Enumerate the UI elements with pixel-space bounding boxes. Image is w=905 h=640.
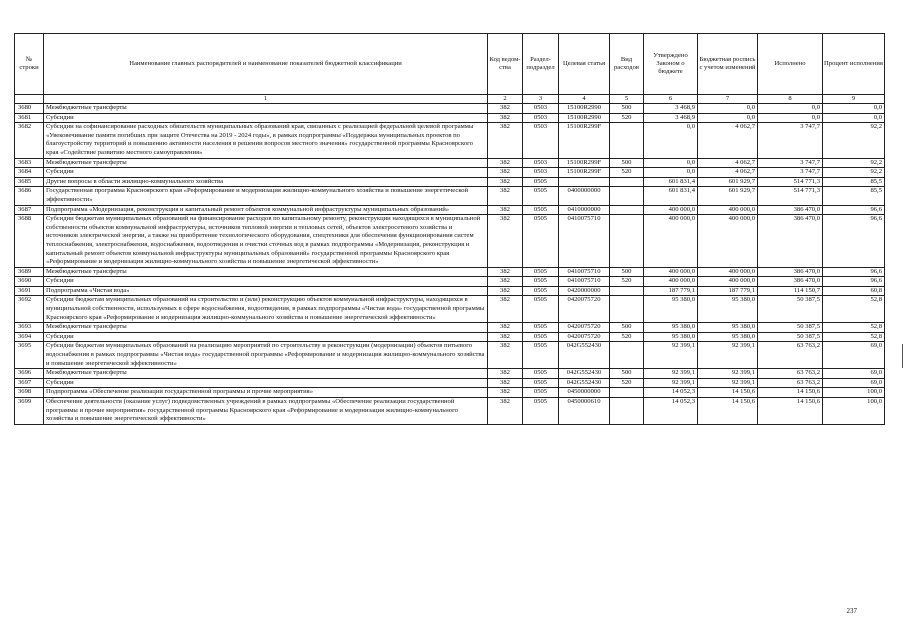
column-number: 5 (610, 95, 644, 104)
expense-type-code (610, 388, 644, 398)
target-item-code: 0410075710 (559, 267, 610, 277)
header-section: Раздел-подраздел (523, 34, 559, 95)
department-code: 382 (488, 388, 523, 398)
row-name: Подпрограмма «Обеспечение реализации государственной программы и прочие мероприятия» (44, 388, 488, 398)
approved-amount: 3 468,9 (644, 104, 698, 114)
budget-amount: 400 000,0 (698, 267, 758, 277)
department-code: 382 (488, 187, 523, 205)
expense-type-code: 520 (610, 277, 644, 287)
row-name: Субсидии (44, 378, 488, 388)
row-number: 3695 (15, 342, 44, 369)
row-name: Субсидии (44, 277, 488, 287)
header-name: Наименование главных распорядителей и наименование показателей бюджетной классификации (44, 34, 488, 95)
executed-amount: 63 763,2 (758, 378, 823, 388)
department-code: 382 (488, 215, 523, 268)
row-number: 3684 (15, 168, 44, 178)
expense-type-code (610, 215, 644, 268)
budget-table-sheet (14, 33, 884, 425)
executed-amount: 3 747,7 (758, 158, 823, 168)
executed-amount: 114 150,7 (758, 286, 823, 296)
department-code: 382 (488, 113, 523, 123)
approved-amount: 400 000,0 (644, 267, 698, 277)
section-code: 0505 (523, 296, 559, 323)
expense-type-code: 520 (610, 113, 644, 123)
row-number: 3681 (15, 113, 44, 123)
executed-amount: 63 763,2 (758, 369, 823, 379)
row-name: Субсидии (44, 168, 488, 178)
section-code: 0505 (523, 286, 559, 296)
budget-amount: 92 399,1 (698, 378, 758, 388)
table-row (15, 123, 885, 158)
expense-type-code (610, 296, 644, 323)
expense-type-code: 500 (610, 267, 644, 277)
section-code: 0505 (523, 398, 559, 425)
expense-type-code (610, 205, 644, 215)
approved-amount: 95 380,0 (644, 332, 698, 342)
department-code: 382 (488, 398, 523, 425)
row-name: Субсидии бюджетам муниципальных образований на строительство и (или) реконструкцию объектов коммунальной инфраструктуры, находящихся в муниципальной собственности, используемых в сфере водоснабжения, водоотведения, в рамках подпрограммы «Чистая вода» государственной программы Красноярского края «Реформирование и модернизация жилищно-коммунального хозяйства и повышение энергетической эффективности» (44, 296, 488, 323)
execution-percent: 92,2 (823, 168, 885, 178)
table-row (15, 296, 885, 323)
executed-amount: 386 470,0 (758, 215, 823, 268)
approved-amount: 400 000,0 (644, 205, 698, 215)
department-code: 382 (488, 323, 523, 333)
table-row (15, 205, 885, 215)
row-name: Субсидии (44, 113, 488, 123)
executed-amount: 50 387,5 (758, 296, 823, 323)
budget-amount: 95 380,0 (698, 332, 758, 342)
row-name: Подпрограмма «Чистая вода» (44, 286, 488, 296)
row-number: 3683 (15, 158, 44, 168)
column-number: 9 (823, 95, 885, 104)
department-code: 382 (488, 104, 523, 114)
section-code: 0505 (523, 277, 559, 287)
target-item-code: 042G552430 (559, 369, 610, 379)
column-number: 7 (698, 95, 758, 104)
execution-percent: 52,8 (823, 323, 885, 333)
row-number: 3697 (15, 378, 44, 388)
table-row (15, 277, 885, 287)
department-code: 382 (488, 332, 523, 342)
table-row (15, 158, 885, 168)
executed-amount: 0,0 (758, 104, 823, 114)
row-name: Межбюджетные трансферты (44, 104, 488, 114)
budget-amount: 187 779,1 (698, 286, 758, 296)
approved-amount: 92 399,1 (644, 342, 698, 369)
budget-amount: 601 929,7 (698, 177, 758, 187)
row-name: Межбюджетные трансферты (44, 267, 488, 277)
column-number-blank (15, 95, 44, 104)
section-code: 0503 (523, 113, 559, 123)
section-code: 0503 (523, 123, 559, 158)
department-code: 382 (488, 296, 523, 323)
section-code: 0505 (523, 378, 559, 388)
expense-type-code (610, 177, 644, 187)
approved-amount: 95 380,0 (644, 323, 698, 333)
row-number: 3696 (15, 369, 44, 379)
header-percent: Процент исполнения (823, 34, 885, 95)
target-item-code: 15100R299F (559, 168, 610, 178)
section-code: 0503 (523, 104, 559, 114)
table-row (15, 286, 885, 296)
budget-amount: 92 399,1 (698, 342, 758, 369)
execution-percent: 0,0 (823, 104, 885, 114)
expense-type-code (610, 187, 644, 205)
execution-percent: 96,6 (823, 277, 885, 287)
budget-amount: 14 150,6 (698, 398, 758, 425)
execution-percent: 52,8 (823, 332, 885, 342)
target-item-code: 15100R299F (559, 123, 610, 158)
target-item-code: 15100R2990 (559, 113, 610, 123)
department-code: 382 (488, 158, 523, 168)
row-number: 3689 (15, 267, 44, 277)
department-code: 382 (488, 205, 523, 215)
executed-amount: 386 470,0 (758, 205, 823, 215)
execution-percent: 92,2 (823, 158, 885, 168)
section-code: 0505 (523, 369, 559, 379)
section-code: 0505 (523, 177, 559, 187)
header-department-code: Код ведом-ства (488, 34, 523, 95)
row-name: Обеспечение деятельности (оказание услуг) подведомственных учреждений в рамках подпрограммы «Обеспечение реализации государственной программы и прочие мероприятия» государственной программы Красноярского края «Реформирование и модернизация жилищно-коммунального хозяйства и повышение энергетической эффективности» (44, 398, 488, 425)
executed-amount: 50 387,5 (758, 323, 823, 333)
section-code: 0503 (523, 168, 559, 178)
row-name: Субсидии (44, 332, 488, 342)
row-name: Государственная программа Красноярского края «Реформирование и модернизация жилищно-коммунального хозяйства и повышение энергетической эффективности» (44, 187, 488, 205)
expense-type-code: 520 (610, 332, 644, 342)
approved-amount: 0,0 (644, 168, 698, 178)
table-row (15, 342, 885, 369)
budget-amount: 0,0 (698, 113, 758, 123)
executed-amount: 14 150,6 (758, 388, 823, 398)
table-row (15, 104, 885, 114)
department-code: 382 (488, 378, 523, 388)
execution-percent: 0,0 (823, 113, 885, 123)
section-code: 0505 (523, 388, 559, 398)
approved-amount: 601 831,4 (644, 177, 698, 187)
approved-amount: 601 831,4 (644, 187, 698, 205)
executed-amount: 514 771,3 (758, 187, 823, 205)
target-item-code: 0410075710 (559, 277, 610, 287)
target-item-code: 0420000000 (559, 286, 610, 296)
table-row (15, 332, 885, 342)
table-row (15, 398, 885, 425)
expense-type-code (610, 286, 644, 296)
target-item-code: 15100R299F (559, 158, 610, 168)
row-name: Подпрограмма «Модернизация, реконструкция и капитальный ремонт объектов коммунальной инфраструктуры муниципальных образований» (44, 205, 488, 215)
budget-amount: 400 000,0 (698, 277, 758, 287)
budget-amount: 92 399,1 (698, 369, 758, 379)
table-row (15, 388, 885, 398)
executed-amount: 3 747,7 (758, 168, 823, 178)
expense-type-code: 500 (610, 369, 644, 379)
execution-percent: 52,8 (823, 296, 885, 323)
section-code: 0505 (523, 215, 559, 268)
header-budget-list: Бюджетная роспись с учетом изменений (698, 34, 758, 95)
expense-type-code: 500 (610, 158, 644, 168)
executed-amount: 50 387,5 (758, 332, 823, 342)
target-item-code: 0410075710 (559, 215, 610, 268)
target-item-code (559, 177, 610, 187)
execution-percent: 69,0 (823, 378, 885, 388)
row-number: 3693 (15, 323, 44, 333)
row-name: Межбюджетные трансферты (44, 323, 488, 333)
approved-amount: 0,0 (644, 123, 698, 158)
executed-amount: 3 747,7 (758, 123, 823, 158)
section-code: 0505 (523, 342, 559, 369)
execution-percent: 69,0 (823, 342, 885, 369)
section-code: 0505 (523, 205, 559, 215)
header-row-number: № строки (15, 34, 44, 95)
budget-amount: 14 150,6 (698, 388, 758, 398)
budget-amount: 4 062,7 (698, 168, 758, 178)
row-name: Межбюджетные трансферты (44, 158, 488, 168)
execution-percent: 69,0 (823, 369, 885, 379)
approved-amount: 92 399,1 (644, 378, 698, 388)
execution-percent: 100,0 (823, 398, 885, 425)
row-name: Межбюджетные трансферты (44, 369, 488, 379)
department-code: 382 (488, 267, 523, 277)
row-number: 3699 (15, 398, 44, 425)
target-item-code: 15100R2990 (559, 104, 610, 114)
budget-amount: 95 380,0 (698, 296, 758, 323)
table-row (15, 168, 885, 178)
column-number-row (15, 95, 885, 104)
header-target-item: Целевая статья (559, 34, 610, 95)
row-name: Субсидии на софинансирование расходных обязательств муниципальных образований края, связанных с реализацией федеральной целевой программы «Увековечивание памяти погибших при защите Отечества на 2019 - 2024 годы», в рамках подпрограммы «Поддержка муниципальных проектов по благоустройству территорий и повышению активности населения в решении вопросов местного значения» государственной программы Красноярского края «Содействие развитию местного самоуправления» (44, 123, 488, 158)
execution-percent: 96,6 (823, 267, 885, 277)
row-number: 3691 (15, 286, 44, 296)
department-code: 382 (488, 123, 523, 158)
executed-amount: 514 771,3 (758, 177, 823, 187)
execution-percent: 100,0 (823, 388, 885, 398)
row-name: Другие вопросы в области жилищно-коммунального хозяйства (44, 177, 488, 187)
header-expense-type: Вид расходов (610, 34, 644, 95)
department-code: 382 (488, 342, 523, 369)
section-code: 0505 (523, 332, 559, 342)
approved-amount: 3 468,9 (644, 113, 698, 123)
budget-amount: 4 062,7 (698, 123, 758, 158)
target-item-code: 0420075720 (559, 296, 610, 323)
row-number: 3698 (15, 388, 44, 398)
expense-type-code: 520 (610, 168, 644, 178)
target-item-code: 042G552430 (559, 342, 610, 369)
section-code: 0505 (523, 267, 559, 277)
column-number: 4 (559, 95, 610, 104)
target-item-code: 0450000610 (559, 398, 610, 425)
department-code: 382 (488, 277, 523, 287)
expense-type-code: 500 (610, 104, 644, 114)
section-code: 0505 (523, 323, 559, 333)
table-body (15, 104, 885, 425)
column-number: 8 (758, 95, 823, 104)
approved-amount: 187 779,1 (644, 286, 698, 296)
table-row (15, 323, 885, 333)
margin-mark (902, 344, 903, 368)
executed-amount: 14 150,6 (758, 398, 823, 425)
row-number: 3688 (15, 215, 44, 268)
budget-table (14, 33, 885, 425)
budget-amount: 4 062,7 (698, 158, 758, 168)
expense-type-code: 520 (610, 378, 644, 388)
expense-type-code (610, 398, 644, 425)
approved-amount: 14 052,3 (644, 388, 698, 398)
budget-amount: 400 000,0 (698, 205, 758, 215)
department-code: 382 (488, 369, 523, 379)
row-name: Субсидии бюджетам муниципальных образований на финансирование расходов по капитальному ремонту, реконструкции находящихся в муниципальной собственности объектов коммунальной инфраструктуры, источников тепловой энергии и тепловых сетей, объектов электросетевого хозяйства и источников электрической энергии, а также на приобретение технологического оборудования, спецтехники для обеспечения функционирования систем теплоснабжения, электроснабжения, водоснабжения, водоотведения и очистки сточных вод в рамках подпрограммы «Модернизация, реконструкция и капитальный ремонт объектов коммунальной инфраструктуры муниципальных образований» государственной программы Красноярского края «Реформирование и модернизация жилищно-коммунального хозяйства и повышение энергетической эффективности» (44, 215, 488, 268)
row-number: 3685 (15, 177, 44, 187)
row-number: 3694 (15, 332, 44, 342)
budget-amount: 95 380,0 (698, 323, 758, 333)
execution-percent: 60,8 (823, 286, 885, 296)
table-row (15, 378, 885, 388)
approved-amount: 14 052,3 (644, 398, 698, 425)
column-number: 6 (644, 95, 698, 104)
approved-amount: 92 399,1 (644, 369, 698, 379)
section-code: 0503 (523, 158, 559, 168)
budget-amount: 0,0 (698, 104, 758, 114)
executed-amount: 63 763,2 (758, 342, 823, 369)
executed-amount: 386 470,0 (758, 277, 823, 287)
execution-percent: 96,6 (823, 205, 885, 215)
column-number: 3 (523, 95, 559, 104)
executed-amount: 0,0 (758, 113, 823, 123)
section-code: 0505 (523, 187, 559, 205)
row-number: 3680 (15, 104, 44, 114)
execution-percent: 96,6 (823, 215, 885, 268)
department-code: 382 (488, 177, 523, 187)
table-row (15, 369, 885, 379)
target-item-code: 0400000000 (559, 187, 610, 205)
target-item-code: 0450000000 (559, 388, 610, 398)
table-row (15, 177, 885, 187)
table-header-row (15, 34, 885, 95)
execution-percent: 92,2 (823, 123, 885, 158)
budget-amount: 400 000,0 (698, 215, 758, 268)
row-number: 3687 (15, 205, 44, 215)
target-item-code: 0410000000 (559, 205, 610, 215)
column-number: 1 (44, 95, 488, 104)
expense-type-code: 500 (610, 323, 644, 333)
row-number: 3692 (15, 296, 44, 323)
row-name: Субсидии бюджетам муниципальных образований на реализацию мероприятий по строительству и реконструкции (модернизации) объектов питьевого водоснабжения в рамках подпрограммы «Чистая вода» государственной программы «Реформирование и модернизация жилищно-коммунального хозяйства и повышение энергетической эффективности» (44, 342, 488, 369)
table-row (15, 215, 885, 268)
approved-amount: 0,0 (644, 158, 698, 168)
target-item-code: 0420075720 (559, 332, 610, 342)
row-number: 3686 (15, 187, 44, 205)
header-executed: Исполнено (758, 34, 823, 95)
department-code: 382 (488, 168, 523, 178)
target-item-code: 0420075720 (559, 323, 610, 333)
row-number: 3682 (15, 123, 44, 158)
approved-amount: 400 000,0 (644, 215, 698, 268)
table-row (15, 187, 885, 205)
table-row (15, 267, 885, 277)
column-number: 2 (488, 95, 523, 104)
expense-type-code (610, 123, 644, 158)
budget-amount: 601 929,7 (698, 187, 758, 205)
department-code: 382 (488, 286, 523, 296)
executed-amount: 386 470,0 (758, 267, 823, 277)
row-number: 3690 (15, 277, 44, 287)
target-item-code: 042G552430 (559, 378, 610, 388)
expense-type-code (610, 342, 644, 369)
approved-amount: 400 000,0 (644, 277, 698, 287)
execution-percent: 85,5 (823, 177, 885, 187)
header-approved: Утверждено Законом о бюджете (644, 34, 698, 95)
page-number: 237 (846, 607, 857, 615)
table-row (15, 113, 885, 123)
approved-amount: 95 380,0 (644, 296, 698, 323)
execution-percent: 85,5 (823, 187, 885, 205)
